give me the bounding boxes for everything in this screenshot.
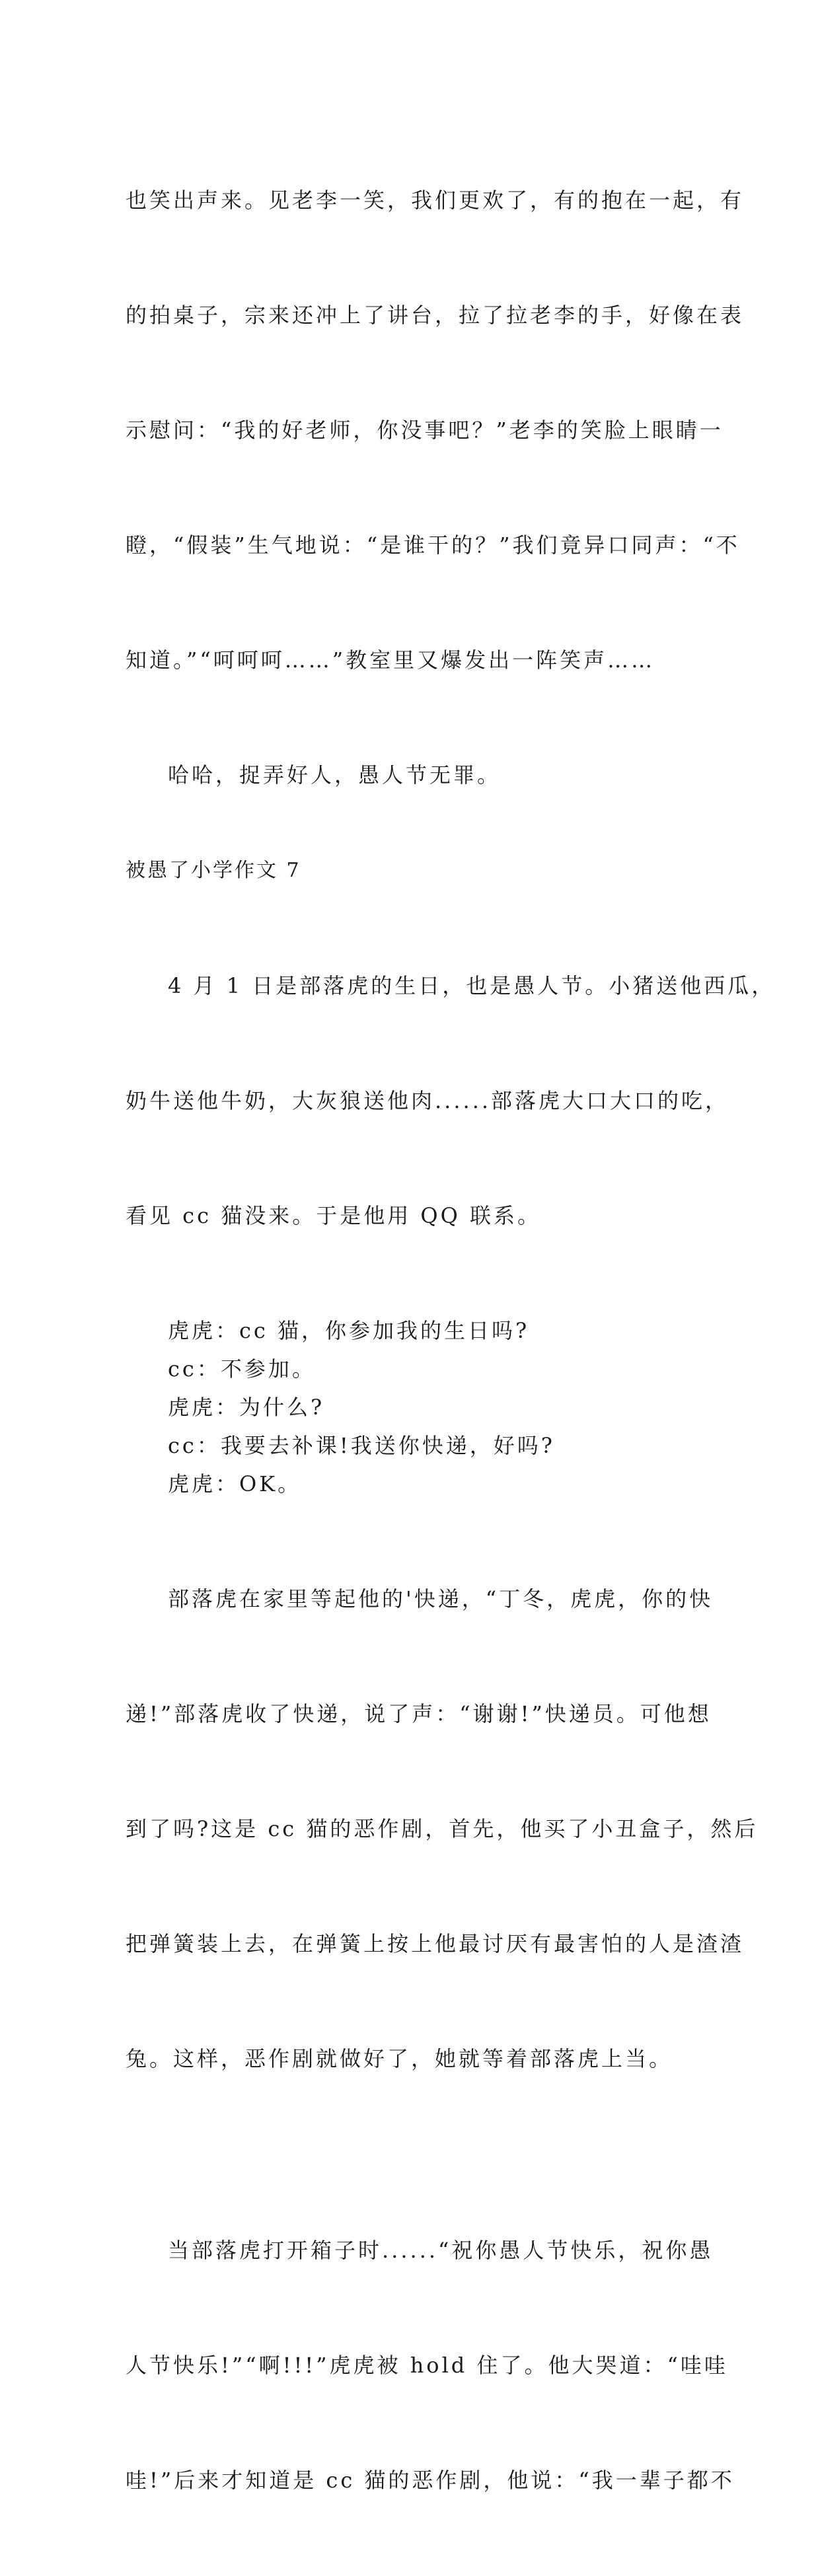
dialogue-line: 虎虎：OK。 (168, 1471, 302, 1496)
paragraph-classroom-laughter (126, 104, 745, 756)
essay-title: 被愚了小学作文 7 (126, 859, 301, 882)
text-line: 瞪，“假装”生气地说：“是谁干的？”我们竟异口同声：“不 (126, 533, 740, 558)
dialogue-line: cc：不参加。 (168, 1356, 316, 1381)
document-page (126, 104, 776, 2576)
text-line: 也笑出声来。见老李一笑，我们更欢了，有的抱在一起，有 (126, 188, 745, 213)
dialogue-line: 虎虎：cc 猫，你参加我的生日吗? (168, 1318, 530, 1343)
text-line: 知道。”“呵呵呵……”教室里又爆发出一阵笑声…… (126, 647, 655, 673)
text-line: 示慰问：“我的好老师，你没事吧？”老李的笑脸上眼睛一 (126, 418, 724, 443)
text-line: 看见 cc 猫没来。于是他用 QQ 联系。 (126, 1203, 542, 1228)
section-spacer (126, 794, 707, 852)
text-line: 4 月 1 日是部落虎的生日，也是愚人节。小猪送他西瓜， (168, 973, 776, 998)
essay-7 (126, 852, 776, 2576)
text-line: 部落虎在家里等起他的'快递，“丁冬，虎虎，你的快 (168, 1586, 714, 1611)
text-line: 兔。这样，恶作剧就做好了，她就等着部落虎上当。 (126, 2046, 673, 2071)
text-line: 奶牛送他牛奶，大灰狼送他肉......部落虎大口大口的吃， (126, 1088, 729, 1113)
text-line: 当部落虎打开箱子时......“祝你愚人节快乐，祝你愚 (168, 2238, 714, 2263)
text-line: 人节快乐!”“啊!!!”虎虎被 hold 住了。他大哭道：“哇哇 (126, 2353, 728, 2378)
dialogue (126, 1311, 707, 1503)
dialogue-line: 虎虎：为什么? (168, 1395, 325, 1420)
text-line: 哇!”后来才知道是 cc 猫的恶作剧，他说：“我一辈子都不 (126, 2468, 735, 2493)
text-line: 递!”部落虎收了快递，说了声：“谢谢!”快递员。可他想 (126, 1701, 712, 1726)
paragraph-express-delivery (126, 1503, 759, 2154)
text-line: 把弹簧装上去，在弹簧上按上他最讨厌有最害怕的人是渣渣 (126, 1931, 745, 1956)
text-line: 的拍桌子，宗来还冲上了讲台，拉了拉老李的手，好像在表 (126, 303, 745, 328)
text-line: 到了吗?这是 cc 猫的恶作剧，首先，他买了小丑盒子，然后 (126, 1816, 759, 1841)
paragraph-intro (126, 890, 776, 1311)
dialogue-line: cc：我要去补课!我送你快递，好吗? (168, 1433, 555, 1458)
previous-essay-ending (126, 104, 745, 794)
paragraph-closing: 哈哈，捉弄好人，愚人节无罪。 (168, 762, 502, 788)
paragraph-box-opened (126, 2154, 735, 2576)
